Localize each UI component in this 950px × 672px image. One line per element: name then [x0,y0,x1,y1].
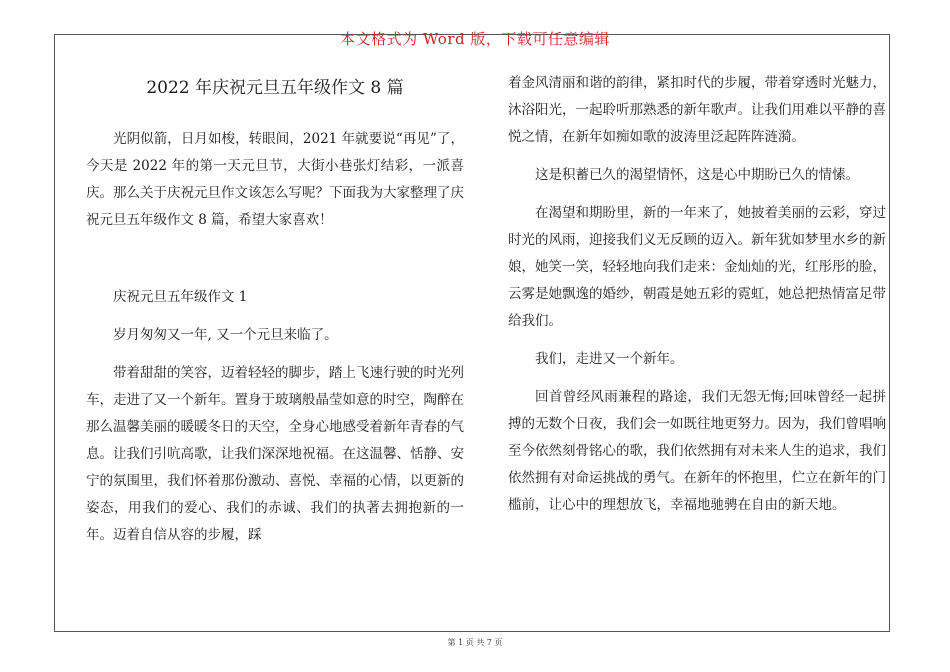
body-paragraph: 着金风清丽和谐的韵律，紧扣时代的步履，带着穿透时光魅力，沐浴阳光，一起聆听那熟悉的新年歌声。让我们用难以平静的喜悦之情，在新年如痴如歌的波涛里泛起阵阵涟漪。 [508,75,886,145]
body-paragraph: 这是积蓄已久的渴望情怀，这是心中期盼已久的情愫。 [535,167,859,183]
body-paragraph: 我们，走进又一个新年。 [535,351,684,367]
left-column [86,70,464,549]
section-heading: 庆祝元旦五年级作文 1 [113,289,248,305]
body-paragraph: 在渴望和期盼里，新的一年来了，她披着美丽的云彩，穿过时光的风雨，迎接我们义无反顾的迈入。新年犹如梦里水乡的新娘，她笑一笑，轻轻地向我们走来：金灿灿的光，红彤彤的脸，云雾是她飘逸的婚纱，朝霞是她五彩的霓虹，她总把热情富足带给我们。 [508,205,886,329]
right-column [508,70,886,519]
body-paragraph: 带着甜甜的笑容，迈着轻轻的脚步，踏上飞速行驶的时光列车，走进了又一个新年。置身于玻璃般晶莹如意的时空，陶醉在那么温馨美丽的暖暖冬日的天空，全身心地感受着新年青春的气息。让我们引吭高歌，让我们深深地祝福。在这温馨、恬静、安宁的氛围里，我们怀着那份激动、喜悦、幸福的心情，以更新的姿态，用我们的爱心、我们的赤诚、我们的执著去拥抱新的一年。迈着自信从容的步履，踩 [86,365,464,543]
body-paragraph: 回首曾经风雨兼程的路途，我们无怨无悔;回味曾经一起拼搏的无数个日夜，我们会一如既往地更努力。因为，我们曾唱响至今依然刻骨铭心的歌，我们依然拥有对未来人生的追求，我们依然拥有对命运挑战的勇气。在新年的怀抱里，伫立在新年的门槛前，让心中的理想放飞，幸福地驰骋在自由的新天地。 [508,389,886,513]
page-number-footer: 第 1 页 共 7 页 [447,638,503,647]
word-format-watermark: 本文格式为 Word 版，下载可任意编辑 [340,30,610,48]
body-paragraph: 岁月匆匆又一年, 又一个元旦来临了。 [113,327,338,343]
intro-paragraph: 光阴似箭，日月如梭，转眼间，2021 年就要说“再见”了，今天是 2022 年的第一天元旦节，大街小巷张灯结彩，一派喜庆。那么关于庆祝元旦作文该怎么写呢？下面我为大家整理了庆祝元旦五年级作文 8 篇，希望大家喜欢！ [86,131,464,228]
document-title: 2022 年庆祝元旦五年级作文 8 篇 [146,78,404,98]
